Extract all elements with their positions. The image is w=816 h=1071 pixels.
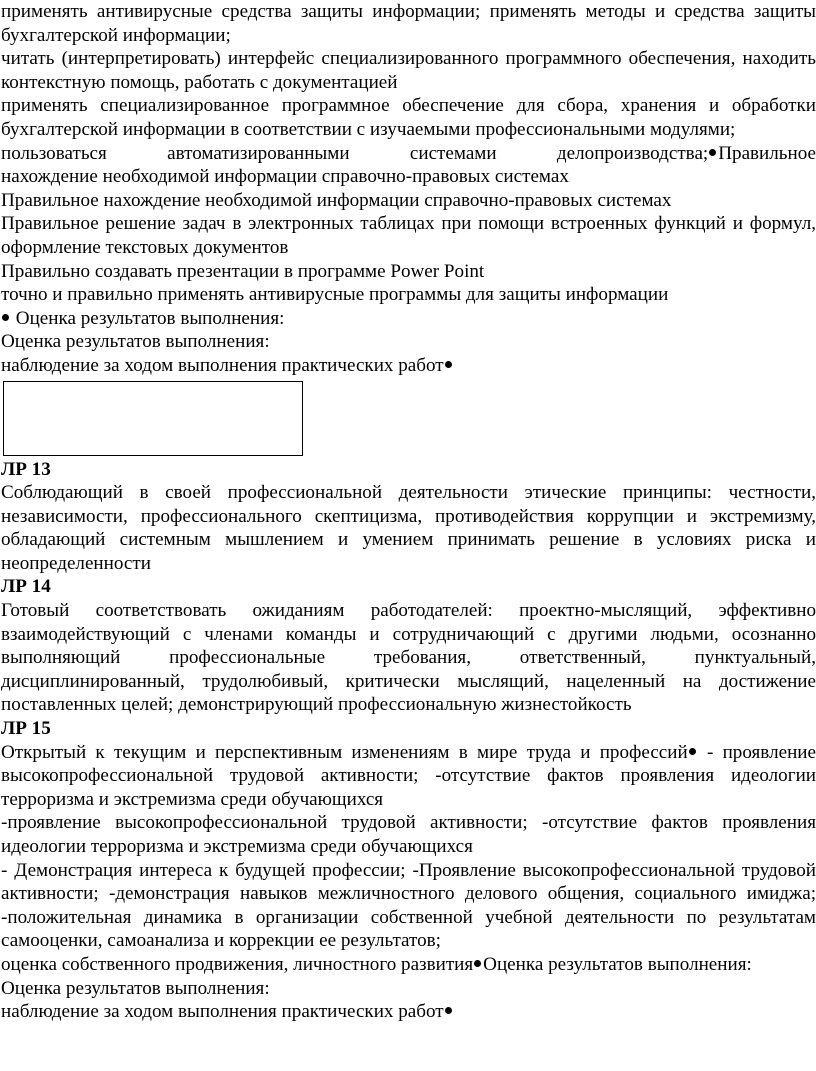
- evaluation-bullet-line: [0, 307, 816, 331]
- result-spreadsheets-line: Правильное решение задач в электронных таблицах при помощи встроенных функций и формул, оформление текстовых документов: [1, 213, 816, 258]
- lr13-description: Соблюдающий в своей профессиональной деятельности этические принципы: честности, независимости, профессионального скептицизма, противодействия коррупции и экстремизму, обладающий системным мышлением и умением принимать решение в условиях риска и неопределенности: [1, 482, 816, 574]
- lr15-observation-text: наблюдение за ходом выполнения практических работ: [1, 1001, 444, 1023]
- lr15-criteria-text: - проявление высокопрофессиональной трудовой активности; -отсутствие фактов проявления идеологии терроризма и экстремизма среди обучающихся: [1, 741, 816, 810]
- bullet-icon: [445, 1007, 452, 1014]
- skill-antivirus-line: применять антивирусные средства защиты информации; применять методы и средства защиты бухгалтерской информации;: [1, 1, 816, 46]
- lr15-heading: ЛР 15: [1, 718, 51, 740]
- lr15-evaluation-line: Оценка результатов выполнения:: [1, 977, 270, 999]
- empty-cell-box: [3, 381, 303, 456]
- lr15-criteria-line: -проявление высокопрофессиональной трудовой активности; -отсутствие фактов проявления идеологии терроризма и экстремизма среди обучающихся: [1, 812, 816, 857]
- lr15-description: [0, 741, 816, 812]
- observation-line: [0, 354, 816, 378]
- skill-interface-line: читать (интерпретировать) интерфейс специализированного программного обеспечения, находить контекстную помощь, работать с документацией: [1, 48, 816, 93]
- bullet-icon: [709, 149, 716, 156]
- bullet-icon: [689, 748, 696, 755]
- lr14-heading: ЛР 14: [1, 576, 51, 598]
- skill-automation-result-cont: нахождение необходимой информации справочно-правовых системах: [1, 166, 569, 188]
- bullet-icon: [474, 960, 481, 967]
- result-legal-search-line: Правильное нахождение необходимой информации справочно-правовых системах: [1, 189, 672, 211]
- result-antivirus-line: точно и правильно применять антивирусные программы для защиты информации: [1, 284, 669, 306]
- skill-automation-result: Правильное: [718, 142, 816, 164]
- bullet-icon: [445, 361, 452, 368]
- lr15-evaluation-inline: Оценка результатов выполнения:: [483, 953, 752, 975]
- observation-text: наблюдение за ходом выполнения практических работ: [1, 354, 444, 376]
- lr15-indicators-line: - Демонстрация интереса к будущей профессии; -Проявление высокопрофессиональной трудовой активности; -демонстрация навыков межличностного делового общения, социального имиджа; -положительная динамика в организации собственной учебной деятельности по результатам самооценки, самоанализа и коррекции ее результатов;: [1, 859, 816, 952]
- skill-software-line: применять специализированное программное обеспечение для сбора, хранения и обработки бухгалтерской информации в соответствии с изучаемыми профессиональными модулями;: [1, 95, 816, 140]
- result-presentations-line: Правильно создавать презентации в программе Power Point: [1, 260, 485, 282]
- lr15-description-text: Открытый к текущим и перспективным изменениям в мире труда и профессий: [1, 741, 688, 763]
- skill-automation-text: пользоваться автоматизированными системами делопроизводства;: [1, 142, 709, 164]
- lr15-self-assessment-text: оценка собственного продвижения, личностного развития: [1, 953, 474, 975]
- lr13-heading: ЛР 13: [1, 458, 51, 480]
- lr15-observation-line: [0, 1000, 816, 1024]
- evaluation-line: Оценка результатов выполнения:: [1, 331, 270, 353]
- bullet-icon: [2, 314, 9, 321]
- skill-automation-line: [0, 142, 816, 166]
- lr14-description: Готовый соответствовать ожиданиям работодателей: проектно-мыслящий, эффективно взаимодействующий с членами команды и сотрудничающий с другими людьми, осознанно выполняющий профессиональные требования, ответственный, пунктуальный, дисциплинированный, трудолюбивый, критически мыслящий, нацеленный на достижение поставленных целей; демонстрирующий профессиональную жизнестойкость: [1, 600, 816, 716]
- lr15-self-assessment-line: [0, 953, 816, 977]
- evaluation-label: Оценка результатов выполнения:: [15, 307, 285, 329]
